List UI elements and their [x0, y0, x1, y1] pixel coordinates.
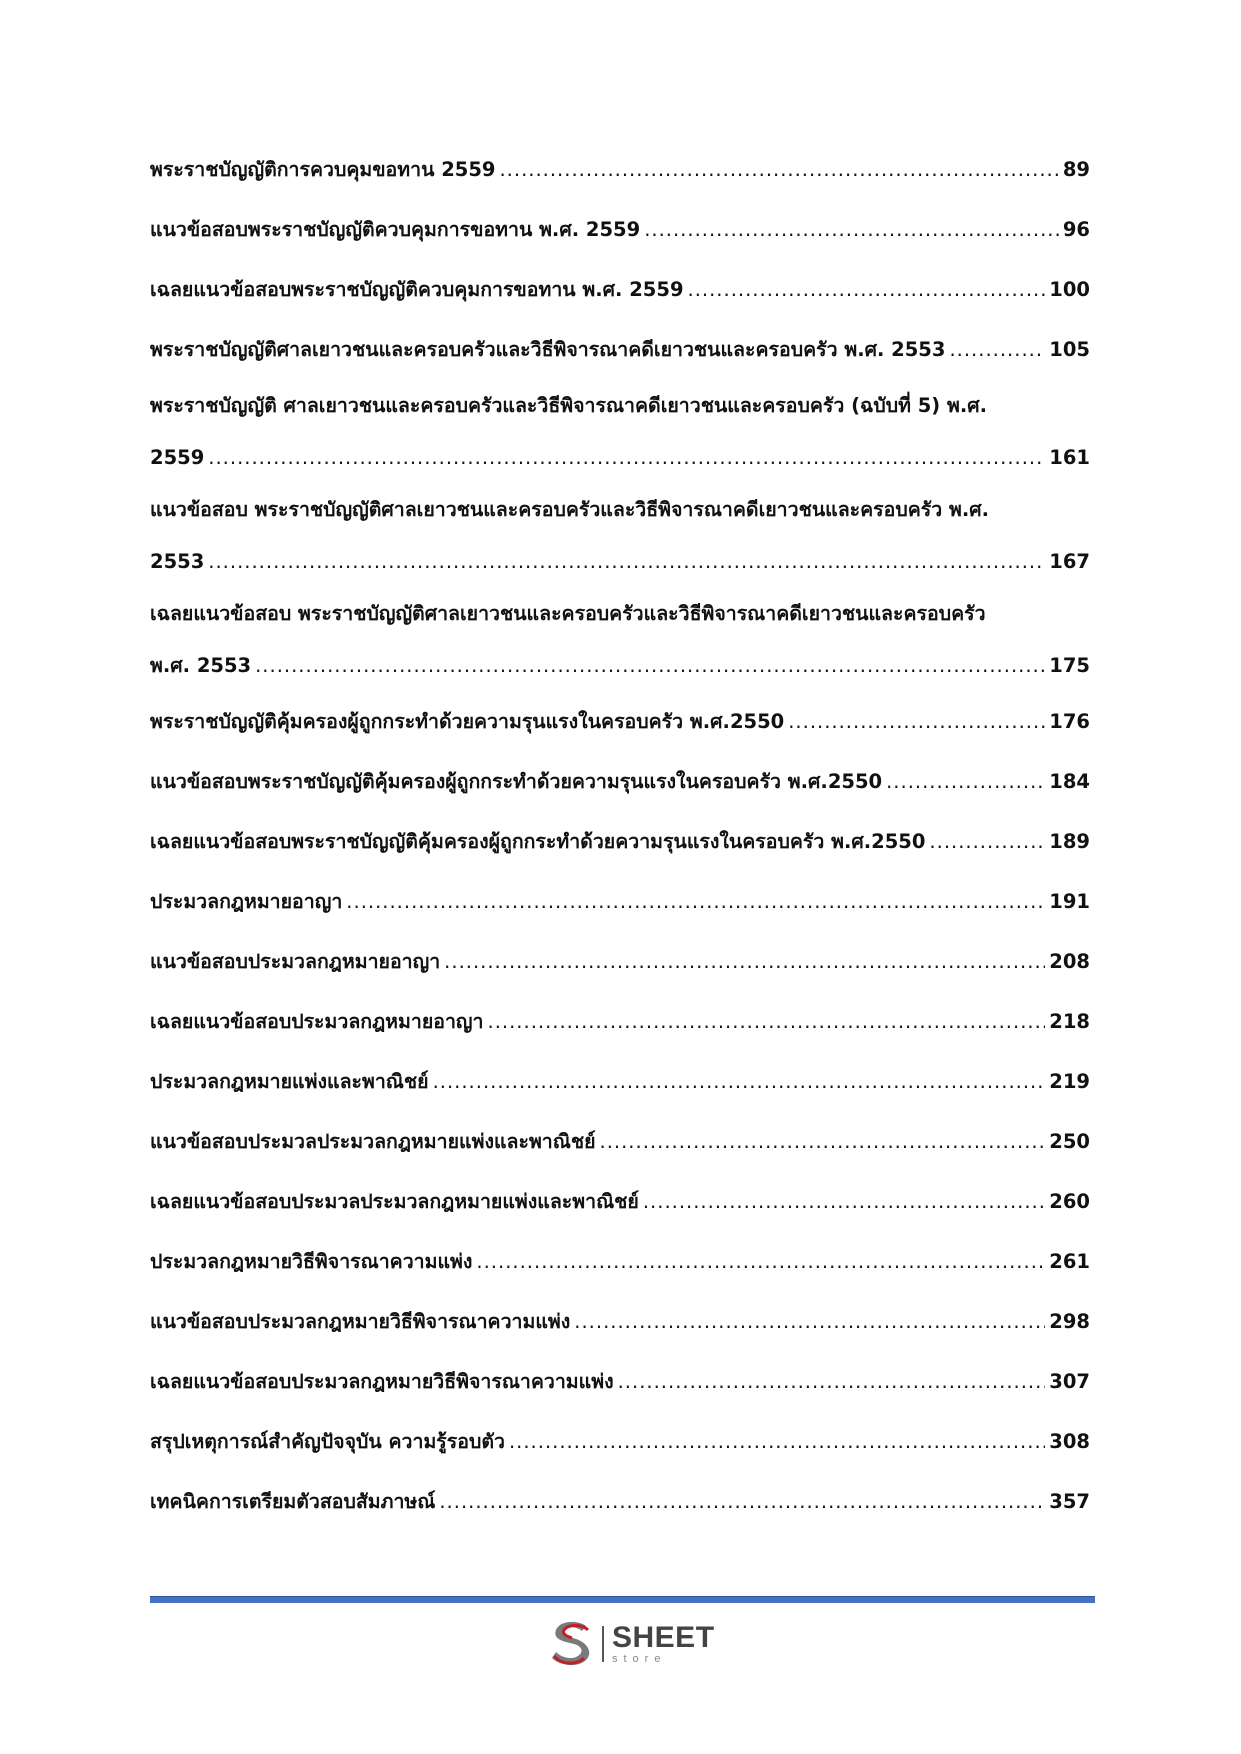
toc-entry-title-line2: พ.ศ. 2553: [150, 654, 252, 677]
toc-leader-dots: [476, 1232, 1045, 1292]
toc-leader-dots: [444, 932, 1045, 992]
toc-leader-dots: [929, 812, 1045, 872]
toc-entry-page: 105: [1049, 338, 1090, 361]
toc-leader-dots: [618, 1352, 1046, 1412]
toc-entry[interactable]: [150, 484, 1090, 588]
toc-leader-dots: [433, 1052, 1046, 1112]
toc-leader-dots: [600, 1112, 1046, 1172]
toc-entry-title: ประมวลกฎหมายแพ่งและพาณิชย์: [150, 1070, 429, 1093]
toc-leader-dots: [509, 1412, 1045, 1472]
toc-entry-title: แนวข้อสอบพระราชบัญญัติคุ้มครองผู้ถูกกระทำด้วยความรุนแรงในครอบครัว พ.ศ.2550: [150, 770, 883, 793]
footer-logo: [548, 1618, 715, 1670]
toc-entry[interactable]: [150, 140, 1090, 200]
logo-subword: store: [612, 1653, 667, 1665]
toc-entry-page: 96: [1062, 218, 1090, 241]
footer-divider: [150, 1596, 1095, 1603]
toc-entry-title: พระราชบัญญัติศาลเยาวชนและครอบครัวและวิธีพิจารณาคดีเยาวชนและครอบครัว พ.ศ. 2553: [150, 338, 946, 361]
toc-entry-title: เฉลยแนวข้อสอบพระราชบัญญัติคุ้มครองผู้ถูกกระทำด้วยความรุนแรงในครอบครัว พ.ศ.2550: [150, 830, 926, 853]
toc-leader-dots: [488, 992, 1046, 1052]
toc-entry-title: เฉลยแนวข้อสอบประมวลกฎหมายอาญา: [150, 1010, 484, 1033]
toc-entry-page: 219: [1049, 1070, 1090, 1093]
toc-entry-page: 307: [1049, 1370, 1090, 1393]
toc-leader-dots: [788, 692, 1045, 752]
toc-entry-page: 357: [1049, 1490, 1090, 1513]
toc-entry-page: 161: [1049, 446, 1090, 469]
toc-leader-dots: [346, 872, 1045, 932]
toc-entry-page: 167: [1049, 550, 1090, 573]
toc-entry-title: เฉลยแนวข้อสอบพระราชบัญญัติควบคุมการขอทาน พ.ศ. 2559: [150, 278, 684, 301]
toc-leader-dots: [208, 432, 1045, 484]
table-of-contents: [150, 140, 1090, 1532]
toc-entry-page: 250: [1049, 1130, 1090, 1153]
logo-separator: [602, 1626, 604, 1662]
toc-leader-dots: [886, 752, 1045, 812]
logo-wordmark: [612, 1623, 715, 1665]
toc-entry[interactable]: [150, 380, 1090, 484]
toc-entry-title: แนวข้อสอบประมวลกฎหมายวิธีพิจารณาความแพ่ง: [150, 1310, 571, 1333]
toc-entry-page: 208: [1049, 950, 1090, 973]
toc-entry[interactable]: [150, 320, 1090, 380]
toc-entry[interactable]: [150, 692, 1090, 752]
toc-entry-title: พระราชบัญญัติการควบคุมขอทาน 2559: [150, 158, 496, 181]
toc-entry-title-line1: เฉลยแนวข้อสอบ พระราชบัญญัติศาลเยาวชนและครอบครัวและวิธีพิจารณาคดีเยาวชนและครอบครัว: [150, 602, 986, 625]
toc-entry-title: พระราชบัญญัติคุ้มครองผู้ถูกกระทำด้วยความรุนแรงในครอบครัว พ.ศ.2550: [150, 710, 785, 733]
toc-entry[interactable]: [150, 588, 1090, 692]
toc-leader-dots: [643, 1172, 1045, 1232]
toc-entry[interactable]: [150, 1232, 1090, 1292]
toc-entry-page: 261: [1049, 1250, 1090, 1273]
toc-entry-title: เฉลยแนวข้อสอบประมวลกฎหมายวิธีพิจารณาความแพ่ง: [150, 1370, 614, 1393]
toc-entry-title: แนวข้อสอบประมวลกฎหมายอาญา: [150, 950, 441, 973]
toc-entry-title: ประมวลกฎหมายวิธีพิจารณาความแพ่ง: [150, 1250, 473, 1273]
toc-entry-title-line1: แนวข้อสอบ พระราชบัญญัติศาลเยาวชนและครอบครัวและวิธีพิจารณาคดีเยาวชนและครอบครัว พ.ศ.: [150, 498, 990, 521]
toc-entry-page: 184: [1049, 770, 1090, 793]
toc-entry-title: สรุปเหตุการณ์สำคัญปัจจุบัน ความรู้รอบตัว: [150, 1430, 505, 1453]
logo-word: SHEET: [612, 1621, 715, 1654]
toc-entry[interactable]: [150, 992, 1090, 1052]
sheet-store-s-icon: [548, 1618, 596, 1670]
toc-entry-title: ประมวลกฎหมายอาญา: [150, 890, 343, 913]
toc-entry-page: 175: [1049, 654, 1090, 677]
toc-leader-dots: [208, 536, 1045, 588]
toc-entry-page: 189: [1049, 830, 1090, 853]
toc-entry-page: 218: [1049, 1010, 1090, 1033]
toc-entry-title: เทคนิคการเตรียมตัวสอบสัมภาษณ์: [150, 1490, 436, 1513]
toc-entry[interactable]: [150, 1352, 1090, 1412]
toc-entry-page: 176: [1049, 710, 1090, 733]
toc-leader-dots: [949, 320, 1045, 380]
toc-entry-title: เฉลยแนวข้อสอบประมวลประมวลกฎหมายแพ่งและพาณิชย์: [150, 1190, 639, 1213]
toc-entry[interactable]: [150, 752, 1090, 812]
toc-entry[interactable]: [150, 260, 1090, 320]
toc-leader-dots: [439, 1472, 1045, 1532]
toc-entry-page: 308: [1049, 1430, 1090, 1453]
toc-entry-title: แนวข้อสอบประมวลประมวลกฎหมายแพ่งและพาณิชย์: [150, 1130, 596, 1153]
toc-leader-dots: [255, 640, 1045, 692]
toc-entry[interactable]: [150, 1412, 1090, 1472]
toc-entry-page: 298: [1049, 1310, 1090, 1333]
toc-entry[interactable]: [150, 1112, 1090, 1172]
toc-entry-page: 260: [1049, 1190, 1090, 1213]
toc-entry-title-line2: 2553: [150, 550, 205, 573]
toc-leader-dots: [688, 260, 1046, 320]
toc-entry[interactable]: [150, 812, 1090, 872]
toc-entry-title: แนวข้อสอบพระราชบัญญัติควบคุมการขอทาน พ.ศ. 2559: [150, 218, 641, 241]
toc-entry-title-line1: พระราชบัญญัติ ศาลเยาวชนและครอบครัวและวิธีพิจารณาคดีเยาวชนและครอบครัว (ฉบับที่ 5) พ.ศ.: [150, 394, 988, 417]
toc-entry[interactable]: [150, 1172, 1090, 1232]
toc-entry[interactable]: [150, 1052, 1090, 1112]
toc-entry[interactable]: [150, 200, 1090, 260]
toc-leader-dots: [644, 200, 1059, 260]
toc-entry[interactable]: [150, 1292, 1090, 1352]
toc-entry-page: 100: [1049, 278, 1090, 301]
toc-entry-page: 89: [1062, 158, 1090, 181]
toc-entry-title-line2: 2559: [150, 446, 205, 469]
toc-entry[interactable]: [150, 1472, 1090, 1532]
toc-entry-page: 191: [1049, 890, 1090, 913]
toc-leader-dots: [574, 1292, 1045, 1352]
toc-leader-dots: [499, 140, 1058, 200]
toc-entry[interactable]: [150, 932, 1090, 992]
toc-entry[interactable]: [150, 872, 1090, 932]
